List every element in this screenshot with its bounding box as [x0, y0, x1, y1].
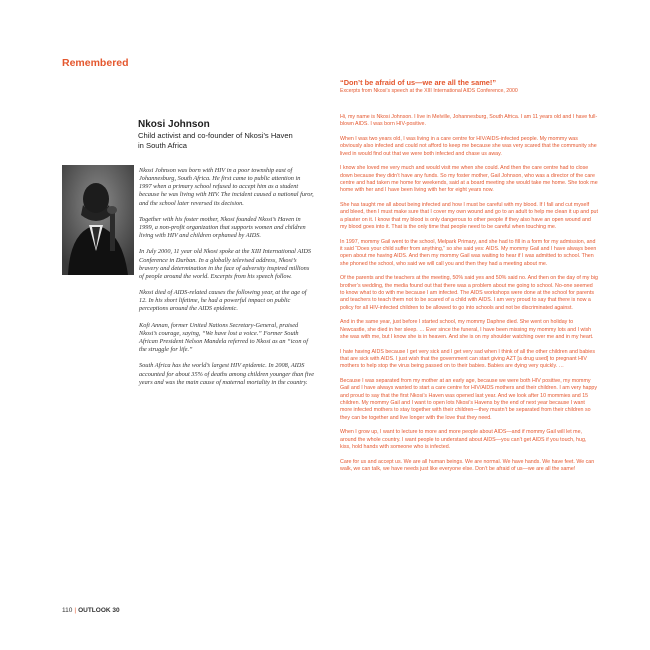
speech-paragraph: When I was two years old, I was living in a care centre for HIV/AIDS-infected people. My mommy was obviously also infected and could not afford to keep me because she was very scared that the community she lived in would find out that we were both infected and chase us away. [340, 135, 597, 157]
biography-column [139, 167, 314, 395]
profile-role: Child activist and co-founder of Nkosi’s Haven in South Africa [138, 131, 293, 150]
publication-name: OUTLOOK 30 [78, 607, 120, 614]
quote-headline: “Don’t be afraid of us—we are all the same!” [340, 78, 497, 87]
bio-paragraph: Nkosi died of AIDS-related causes the following year, at the age of 12. In his short lifetime, he had a powerful impact on public perceptions around the AIDS epidemic. [139, 289, 307, 313]
speech-paragraph: She has taught me all about being infected and how I must be careful with my blood. If I fall and cut myself and bleed, then I must make sure that I cover my own wound and go to an adult to help me clean it up and put a plaster on it. I know that my blood is only dangerous to other people if they also have an open wound and my blood goes into it. That is the only time that people need to be careful when touching me. [340, 201, 598, 231]
speech-paragraph: And in the same year, just before I started school, my mommy Daphne died. She went on holiday to Newcastle, she died in her sleep. … Ever since the funeral, I have been missing my mommy lots and I wish she was with me, but I know she is in heaven. And she is on my shoulder watching over me and in my heart. [340, 319, 594, 341]
speech-paragraph: In 1997, mommy Gail went to the school, Melpark Primary, and she had to fill in a form for my admission, and it said “Does your child suffer from anything,” so she said yes: AIDS. My mommy Gail and I have always been open about me having AIDS. And then my mommy Gail was waiting to hear if I was admitted to school. Then she phoned the school, who said we will call you and then they had a meeting about me. [340, 238, 597, 267]
bio-paragraph: In July 2000, 11 year old Nkosi spoke at the XIII International AIDS Conference in Durban. In a globally televised address, Nkosi’s bravery and determination in the face of adversity inspired millions of people around the world. Excerpts from his speech follow. [139, 248, 312, 280]
speech-paragraph: Of the parents and the teachers at the meeting, 50% said yes and 50% said no. And then on the day of my big brother’s wedding, the media found out that there was a problem about me going to school. No-one seemed to know what to do with me because I am infected. The AIDS workshops were done at the school for parents and teachers to teach them not to be scared of a child with AIDS. I am very proud to say that there is now a policy for all HIV-infected children to be allowed to go into schools and not be discriminated against. [340, 275, 598, 311]
speech-paragraph: Because I was separated from my mother at an early age, because we were both HIV positive, my mommy Gail and I have always wanted to start a care centre for HIV/AIDS mothers and their children. I am very happy and proud to say that the first Nkosi’s Haven was opened last year. And we look after 10 mommies and 15 children. My mommy Gail and I want to open lots Nkosi’s Havens by the end of next year because I want more infected mothers to stay together with their children—they mustn’t be separated from their children so they can be together and live longer with the love that they need. [340, 378, 598, 421]
speech-paragraph: When I grow up, I want to lecture to more and more people about AIDS—and if mommy Gail will let me, around the whole country. I want people to understand about AIDS—you can’t get AIDS if you touch, hug, kiss, hold hands with someone who is infected. [340, 429, 587, 451]
section-title: Remembered [62, 57, 129, 69]
page-number: 110 [62, 607, 73, 614]
speech-paragraph: Hi, my name is Nkosi Johnson. I live in Melville, Johannesburg, South Africa. I am 11 years old and I have full-blown AIDS. I was born HIV-positive. [340, 114, 598, 128]
bio-paragraph: Kofi Annan, former United Nations Secretary-General, praised Nkosi’s courage, saying, “We have lost a voice.” Former South African President Nelson Mandela referred to Nkosi as an “icon of the struggle for life.” [139, 321, 308, 354]
profile-name: Nkosi Johnson [138, 119, 210, 130]
page-footer [62, 607, 120, 614]
bio-paragraph: Nkosi Johnson was born with HIV in a poor township east of Johannesburg, South Africa. He first came to public attention in 1997 when a primary school refused to accept him as a student because he was living with HIV. The incident caused a national furor, and the school later reversed its decision. [139, 167, 314, 207]
quote-subtitle: Excerpts from Nkosi’s speech at the XIII International AIDS Conference, 2000 [340, 88, 518, 94]
speech-column [340, 114, 598, 481]
speech-paragraph: Care for us and accept us. We are all human beings. We are normal. We have hands. We have feet. We can walk, we can talk, we have needs just like everyone else. Don’t be afraid of us—we are all the same! [340, 458, 595, 473]
footer-divider: | [74, 607, 77, 614]
speech-paragraph: I know she loved me very much and would visit me when she could. And then the care centre had to close down because they didn’t have any funds. So my foster mother, Gail Johnson, who was a director of the care centre and had taken me home for weekends, said at a board meeting she would take me home. She took me home with her and I have been living with her for eight years now. [340, 165, 598, 194]
portrait-photo [62, 165, 134, 275]
bio-paragraph: Together with his foster mother, Nkosi founded Nkosi’s Haven in 1999, a non-profit organization that supports women and children living with HIV and children orphaned by AIDS. [139, 215, 306, 240]
bio-paragraph: South Africa has the world’s largest HIV epidemic. In 2008, AIDS accounted for about 35% of deaths among children younger than five years and was the main cause of maternal mortality in the country. [139, 362, 314, 386]
speech-paragraph: I hate having AIDS because I get very sick and I get very sad when I think of all the other children and babies that are sick with AIDS. I just wish that the government can start giving AZT [a drug used] to pregnant HIV mothers to help stop the virus being passed on to their babies. Babies are dying very quickly. … [340, 348, 595, 370]
